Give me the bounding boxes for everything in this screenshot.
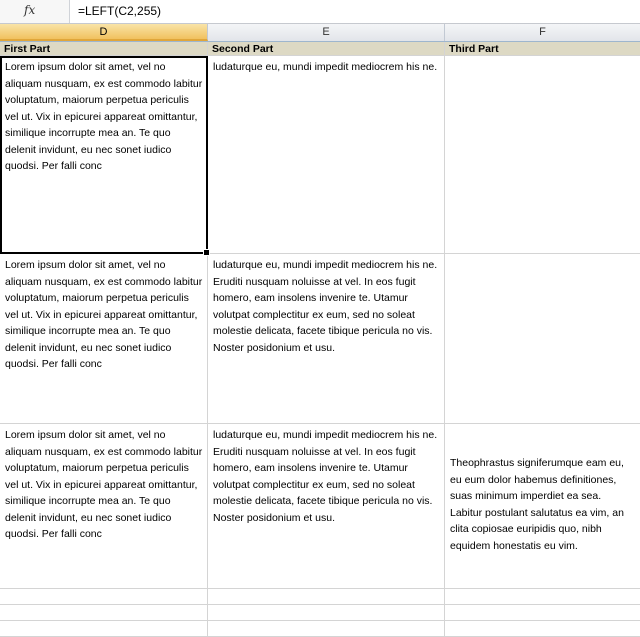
cell-empty[interactable]: [445, 589, 640, 605]
column-header-d[interactable]: D: [0, 24, 208, 41]
cell-empty[interactable]: [0, 621, 208, 637]
cell-grid: [0, 42, 640, 637]
cell-e3[interactable]: ludaturque eu, mundi impedit mediocrem his ne. Eruditi nusquam noluisse at vel. In eos fugit homero, eam insolens invenire te. Utamur volutpat complectitur ex eum, sed no soleat molestie delicata, facete tibique pericula no vis. Noster posidonium et usu.: [208, 254, 445, 424]
cell-e1[interactable]: Second Part: [208, 42, 445, 56]
formula-bar: [0, 0, 640, 24]
cell-d2[interactable]: Lorem ipsum dolor sit amet, vel no aliquam nusquam, ex est commodo labitur voluptatum, maiorum perpetua periculis vel ut. Vix in epicurei appareat omittantur, similique incorrupte mea an. Te quo delenit invidunt, eu nec sonet iudico quodsi. Per falli conc: [0, 56, 208, 254]
cell-f1[interactable]: Third Part: [445, 42, 640, 56]
fill-handle[interactable]: [203, 249, 210, 256]
cell-empty[interactable]: [208, 605, 445, 621]
cell-empty[interactable]: [0, 589, 208, 605]
formula-input[interactable]: =LEFT(C2,255): [78, 4, 162, 18]
cell-empty[interactable]: [0, 605, 208, 621]
cell-e2[interactable]: ludaturque eu, mundi impedit mediocrem his ne.: [208, 56, 445, 254]
cell-f4[interactable]: Theophrastus signiferumque eam eu, eu eum dolor habemus definitiones, suas minimum imperdiet ea sea. Labitur postulant salutatus ea vim, an clita copiosae euripidis quo, nibh equidem honestatis eu vim.: [445, 424, 640, 589]
column-header-e[interactable]: E: [208, 24, 445, 41]
cell-d4[interactable]: Lorem ipsum dolor sit amet, vel no aliquam nusquam, ex est commodo labitur voluptatum, maiorum perpetua periculis vel ut. Vix in epicurei appareat omittantur, similique incorrupte mea an. Te quo delenit invidunt, eu nec sonet iudico quodsi. Per falli conc: [0, 424, 208, 589]
cell-empty[interactable]: [445, 605, 640, 621]
fx-icon: fx: [24, 3, 36, 17]
cell-f2[interactable]: [445, 56, 640, 254]
cell-empty[interactable]: [208, 589, 445, 605]
column-header-f[interactable]: F: [539, 26, 546, 38]
insert-function-button[interactable]: [0, 0, 70, 23]
cell-e4[interactable]: ludaturque eu, mundi impedit mediocrem his ne. Eruditi nusquam noluisse at vel. In eos fugit homero, eam insolens invenire te. Utamur volutpat complectitur ex eum, sed no soleat molestie delicata, facete tibique pericula no vis. Noster posidonium et usu.: [208, 424, 445, 589]
cell-d3[interactable]: Lorem ipsum dolor sit amet, vel no aliquam nusquam, ex est commodo labitur voluptatum, maiorum perpetua periculis vel ut. Vix in epicurei appareat omittantur, similique incorrupte mea an. Te quo delenit invidunt, eu nec sonet iudico quodsi. Per falli conc: [0, 254, 208, 424]
cell-empty[interactable]: [445, 621, 640, 637]
cell-f3[interactable]: [445, 254, 640, 424]
cell-d1[interactable]: First Part: [0, 42, 208, 56]
cell-empty[interactable]: [208, 621, 445, 637]
column-header-row: [0, 24, 640, 42]
